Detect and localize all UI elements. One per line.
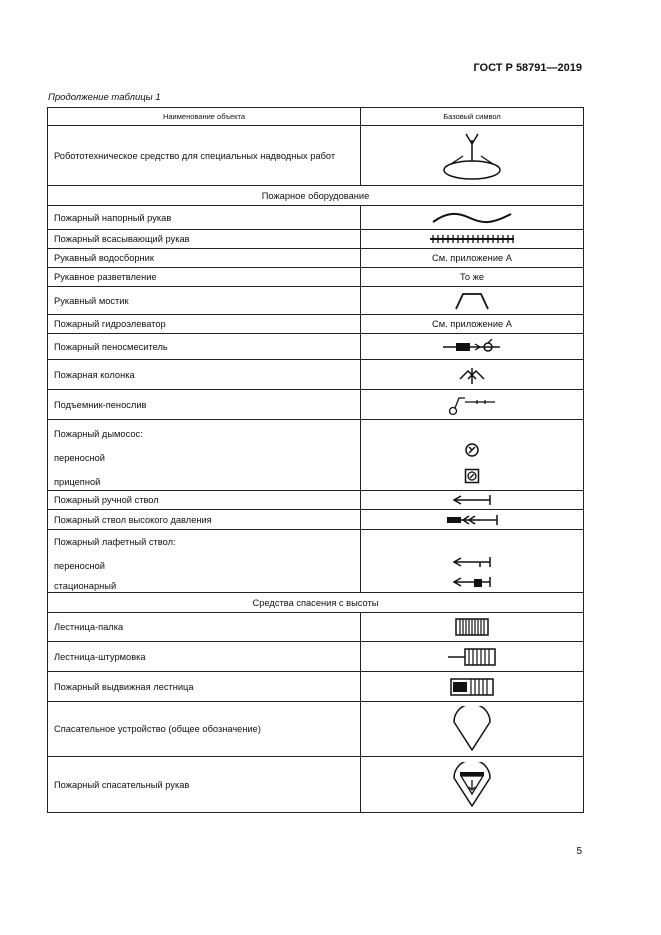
- row-name-group: [48, 530, 361, 593]
- row-name: Лестница-палка: [48, 613, 361, 642]
- row-name: Рукавный водосборник: [48, 249, 361, 268]
- monitor-stationary-symbol: [452, 576, 492, 588]
- row-subname: стационарный: [54, 581, 117, 591]
- symbol-reference: См. приложение А: [361, 249, 584, 268]
- smoke-exhauster-symbols: [361, 420, 584, 491]
- rescue-device-symbol: [361, 702, 584, 757]
- row-name: Пожарный дымосос:: [54, 429, 143, 439]
- row-subname: переносной: [54, 561, 105, 571]
- row-subname: прицепной: [54, 477, 101, 487]
- row-name: Пожарный спасательный рукав: [48, 757, 361, 813]
- fire-column-symbol: [361, 360, 584, 390]
- row-subname: переносной: [54, 453, 105, 463]
- suction-hose-symbol: [361, 230, 584, 249]
- table-row: [48, 315, 584, 334]
- smoke-exhauster-trailer-symbol: [464, 468, 480, 484]
- row-name: Пожарный ручной ствол: [48, 491, 361, 510]
- monitor-portable-symbol: [452, 556, 492, 568]
- table-header-row: [48, 108, 584, 126]
- table-row: [48, 390, 584, 420]
- table-row: [48, 530, 584, 593]
- table-row: [48, 334, 584, 360]
- table-row: [48, 420, 584, 491]
- extension-ladder-symbol: [361, 672, 584, 702]
- row-name: Пожарный ствол высокого давления: [48, 510, 361, 530]
- robot-surface-symbol: [361, 126, 584, 186]
- pressure-hose-symbol: [361, 206, 584, 230]
- row-name: Пожарный лафетный ствол:: [54, 537, 176, 547]
- smoke-exhauster-portable-symbol: [464, 442, 480, 458]
- table-caption: Продолжение таблицы 1: [48, 92, 161, 103]
- document-code: ГОСТ Р 58791—2019: [473, 62, 582, 74]
- row-name-group: [48, 420, 361, 491]
- row-name: Спасательное устройство (общее обозначение): [48, 702, 361, 757]
- hp-nozzle-symbol: [361, 510, 584, 530]
- table-row: [48, 230, 584, 249]
- column-header-name: Наименование объекта: [48, 108, 361, 126]
- table-row: [48, 613, 584, 642]
- column-header-symbol: Базовый символ: [361, 108, 584, 126]
- table-row: [48, 491, 584, 510]
- hook-ladder-symbol: [361, 642, 584, 672]
- foam-mixer-symbol: [361, 334, 584, 360]
- row-name: Рукавный мостик: [48, 287, 361, 315]
- row-name: Пожарный напорный рукав: [48, 206, 361, 230]
- symbols-table: [47, 107, 584, 813]
- row-name: Робототехническое средство для специальных надводных работ: [48, 126, 361, 186]
- row-name: Пожарный гидроэлеватор: [48, 315, 361, 334]
- table-row: [48, 287, 584, 315]
- table-row: [48, 702, 584, 757]
- page-number: 5: [576, 846, 582, 857]
- row-name: Пожарный пеносмеситель: [48, 334, 361, 360]
- hand-nozzle-symbol: [361, 491, 584, 510]
- section-title: Пожарное оборудование: [48, 186, 584, 206]
- table-row: [48, 672, 584, 702]
- hose-bridge-symbol: [361, 287, 584, 315]
- table-row: [48, 360, 584, 390]
- table-row: [48, 206, 584, 230]
- row-name: Лестница-штурмовка: [48, 642, 361, 672]
- section-row: [48, 593, 584, 613]
- rescue-sleeve-symbol: [361, 757, 584, 813]
- section-title: Средства спасения с высоты: [48, 593, 584, 613]
- row-name: Пожарный всасывающий рукав: [48, 230, 361, 249]
- section-row: [48, 186, 584, 206]
- table-row: [48, 757, 584, 813]
- row-name: Пожарный выдвижная лестница: [48, 672, 361, 702]
- row-name: Пожарная колонка: [48, 360, 361, 390]
- table-row: [48, 510, 584, 530]
- pole-ladder-symbol: [361, 613, 584, 642]
- monitor-nozzle-symbols: [361, 530, 584, 593]
- symbol-reference: См. приложение А: [361, 315, 584, 334]
- symbol-reference: То же: [361, 268, 584, 287]
- foam-lift-symbol: [361, 390, 584, 420]
- table-row: [48, 249, 584, 268]
- table-row: [48, 268, 584, 287]
- row-name: Рукавное разветвление: [48, 268, 361, 287]
- row-name: Подъемник-пенослив: [48, 390, 361, 420]
- table-row: [48, 642, 584, 672]
- table-row: [48, 126, 584, 186]
